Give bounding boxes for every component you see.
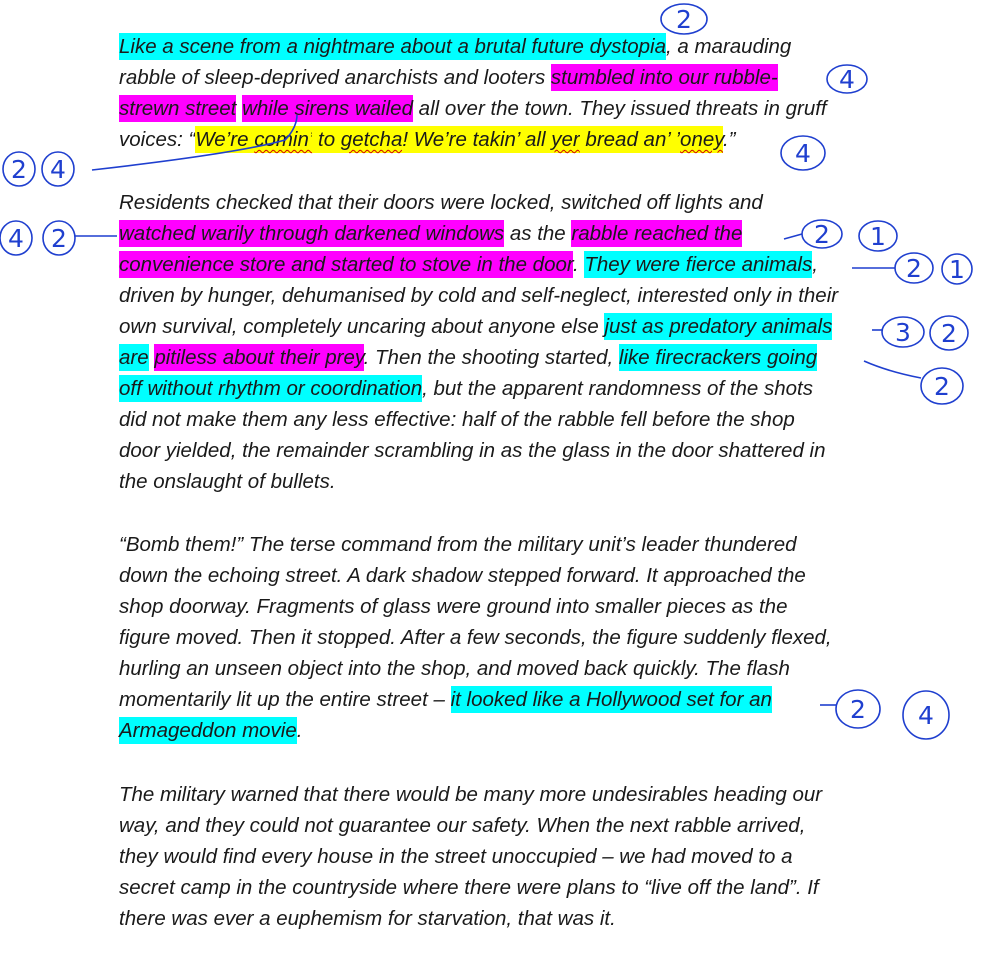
cyan-highlight: just as predatory animals: [604, 315, 833, 338]
text-run: all over the town. They issued threats in gruff: [412, 97, 827, 120]
text-run: .: [572, 253, 585, 276]
text-line: [119, 810, 899, 841]
cyan-highlight: like firecrackers going: [618, 346, 818, 369]
annotation-digit: 4: [8, 224, 24, 253]
text-run: own survival, completely uncaring about anyone else: [119, 315, 605, 338]
annotation-digit: 4: [839, 65, 855, 94]
text-line: [119, 280, 899, 311]
annotation-circle: [43, 221, 75, 255]
text-run: down the echoing street. A dark shadow stepped forward. It approached the: [119, 564, 806, 587]
annotation-digit: 2: [11, 155, 27, 184]
paragraph-4: [119, 779, 899, 934]
annotation-digit: 2: [51, 224, 67, 253]
text-run: rabble of sleep-deprived anarchists and looters: [119, 66, 551, 89]
text-line: [119, 435, 899, 466]
text-line: [119, 31, 899, 62]
text-run: , but the apparent randomness of the shots: [422, 377, 814, 400]
text-line: [119, 653, 899, 684]
yellow-highlight: bread an’ ’: [579, 128, 681, 151]
text-line: [119, 187, 899, 218]
yellow-highlight: oney: [680, 128, 723, 151]
yellow-highlight: comin’: [254, 128, 313, 151]
annotation-digit: 4: [50, 155, 66, 184]
text-run: shop doorway. Fragments of glass were ground into smaller pieces as the: [119, 595, 788, 618]
annotation-digit: 2: [906, 254, 922, 283]
annotation-digit: 1: [870, 222, 886, 251]
annotation-digit: 2: [676, 5, 692, 34]
paragraph-2: [119, 187, 899, 497]
text-line: [119, 62, 899, 93]
annotation-circle: [895, 253, 933, 283]
text-line: [119, 373, 899, 404]
paragraph-1: [119, 31, 899, 155]
text-run: figure moved. Then it stopped. After a few seconds, the figure suddenly flexed,: [119, 626, 832, 649]
magenta-highlight: while sirens wailed: [242, 97, 413, 120]
text-run: , a marauding: [665, 35, 792, 58]
annotation-digit: 2: [850, 695, 866, 724]
magenta-highlight: convenience store and started to stove in the door: [119, 253, 573, 276]
text-line: [119, 342, 899, 373]
text-line: [119, 872, 899, 903]
magenta-highlight: rabble reached the: [571, 222, 743, 245]
yellow-highlight: to: [312, 128, 341, 151]
text-line: [119, 218, 899, 249]
text-run: hurling an unseen object into the shop, and moved back quickly. The flash: [119, 657, 790, 680]
text-line: [119, 779, 899, 810]
magenta-highlight: pitiless about their prey: [154, 346, 364, 369]
annotation-circle: [3, 152, 35, 186]
annotation-digit: 4: [918, 701, 934, 730]
cyan-highlight: it looked like a Hollywood set for an: [450, 688, 772, 711]
yellow-highlight: yer: [551, 128, 580, 151]
text-line: [119, 684, 899, 715]
text-line: [119, 466, 899, 497]
text-line: [119, 404, 899, 435]
annotation-circle: [903, 691, 949, 739]
text-run: The military warned that there would be many more undesirables heading our: [119, 783, 823, 806]
text-run: ,: [812, 253, 818, 276]
cyan-highlight: Like a scene from a nightmare about a brutal future dystopia: [119, 35, 666, 58]
annotation-digit: 1: [949, 255, 965, 284]
text-run: driven by hunger, dehumanised by cold and self-neglect, interested only in their: [119, 284, 839, 307]
annotation-circle: [42, 152, 74, 186]
text-run: the onslaught of bullets.: [119, 470, 336, 493]
text-run: voices: “: [119, 128, 196, 151]
text-run: momentarily lit up the entire street –: [119, 688, 451, 711]
annotation-digit: 2: [941, 319, 957, 348]
magenta-highlight: strewn street: [119, 97, 237, 120]
annotation-circle: [0, 221, 32, 255]
text-run: there was ever a euphemism for starvation, that was it.: [119, 907, 616, 930]
text-run: way, and they could not guarantee our safety. When the next rabble arrived,: [119, 814, 806, 837]
magenta-highlight: watched warily through darkened windows: [119, 222, 505, 245]
text-line: [119, 560, 899, 591]
text-run: door yielded, the remainder scrambling in as the glass in the door shattered in: [119, 439, 826, 462]
annotation-digit: 2: [934, 372, 950, 401]
annotation-digit: 3: [895, 318, 911, 347]
magenta-highlight: stumbled into our rubble-: [550, 66, 778, 89]
text-run: did not make them any less effective: half of the rabble fell before the shop: [119, 408, 795, 431]
text-run: Residents checked that their doors were locked, switched off lights and: [119, 191, 763, 214]
text-run: “Bomb them!” The terse command from the military unit’s leader thundered: [119, 533, 797, 556]
yellow-highlight: ! We’re takin’ all: [402, 128, 552, 151]
text-line: [119, 93, 899, 124]
annotation-digit: 2: [814, 220, 830, 249]
text-run: .: [296, 719, 303, 742]
text-run: secret camp in the countryside where there were plans to “live off the land”. If: [119, 876, 819, 899]
cyan-highlight: off without rhythm or coordination: [119, 377, 423, 400]
text-run: as the: [504, 222, 572, 245]
cyan-highlight: are: [119, 346, 149, 369]
text-line: [119, 124, 899, 155]
text-line: [119, 715, 899, 746]
annotation-circle: [930, 316, 968, 350]
text-line: [119, 529, 899, 560]
paragraph-3: [119, 529, 899, 746]
text-line: [119, 591, 899, 622]
text-line: [119, 841, 899, 872]
text-run: . Then the shooting started,: [363, 346, 619, 369]
annotation-circle: [921, 368, 963, 404]
annotation-circle: [661, 4, 707, 34]
text-run: .”: [722, 128, 736, 151]
cyan-highlight: They were fierce animals: [584, 253, 813, 276]
annotation-circle: [942, 254, 972, 284]
text-line: [119, 622, 899, 653]
text-run: they would find every house in the street unoccupied – we had moved to a: [119, 845, 793, 868]
text-line: [119, 311, 899, 342]
text-line: [119, 903, 899, 934]
text-line: [119, 249, 899, 280]
yellow-highlight: We’re: [195, 128, 255, 151]
annotation-digit: 4: [795, 139, 811, 168]
cyan-highlight: Armageddon movie: [119, 719, 297, 742]
yellow-highlight: getcha: [340, 128, 403, 151]
